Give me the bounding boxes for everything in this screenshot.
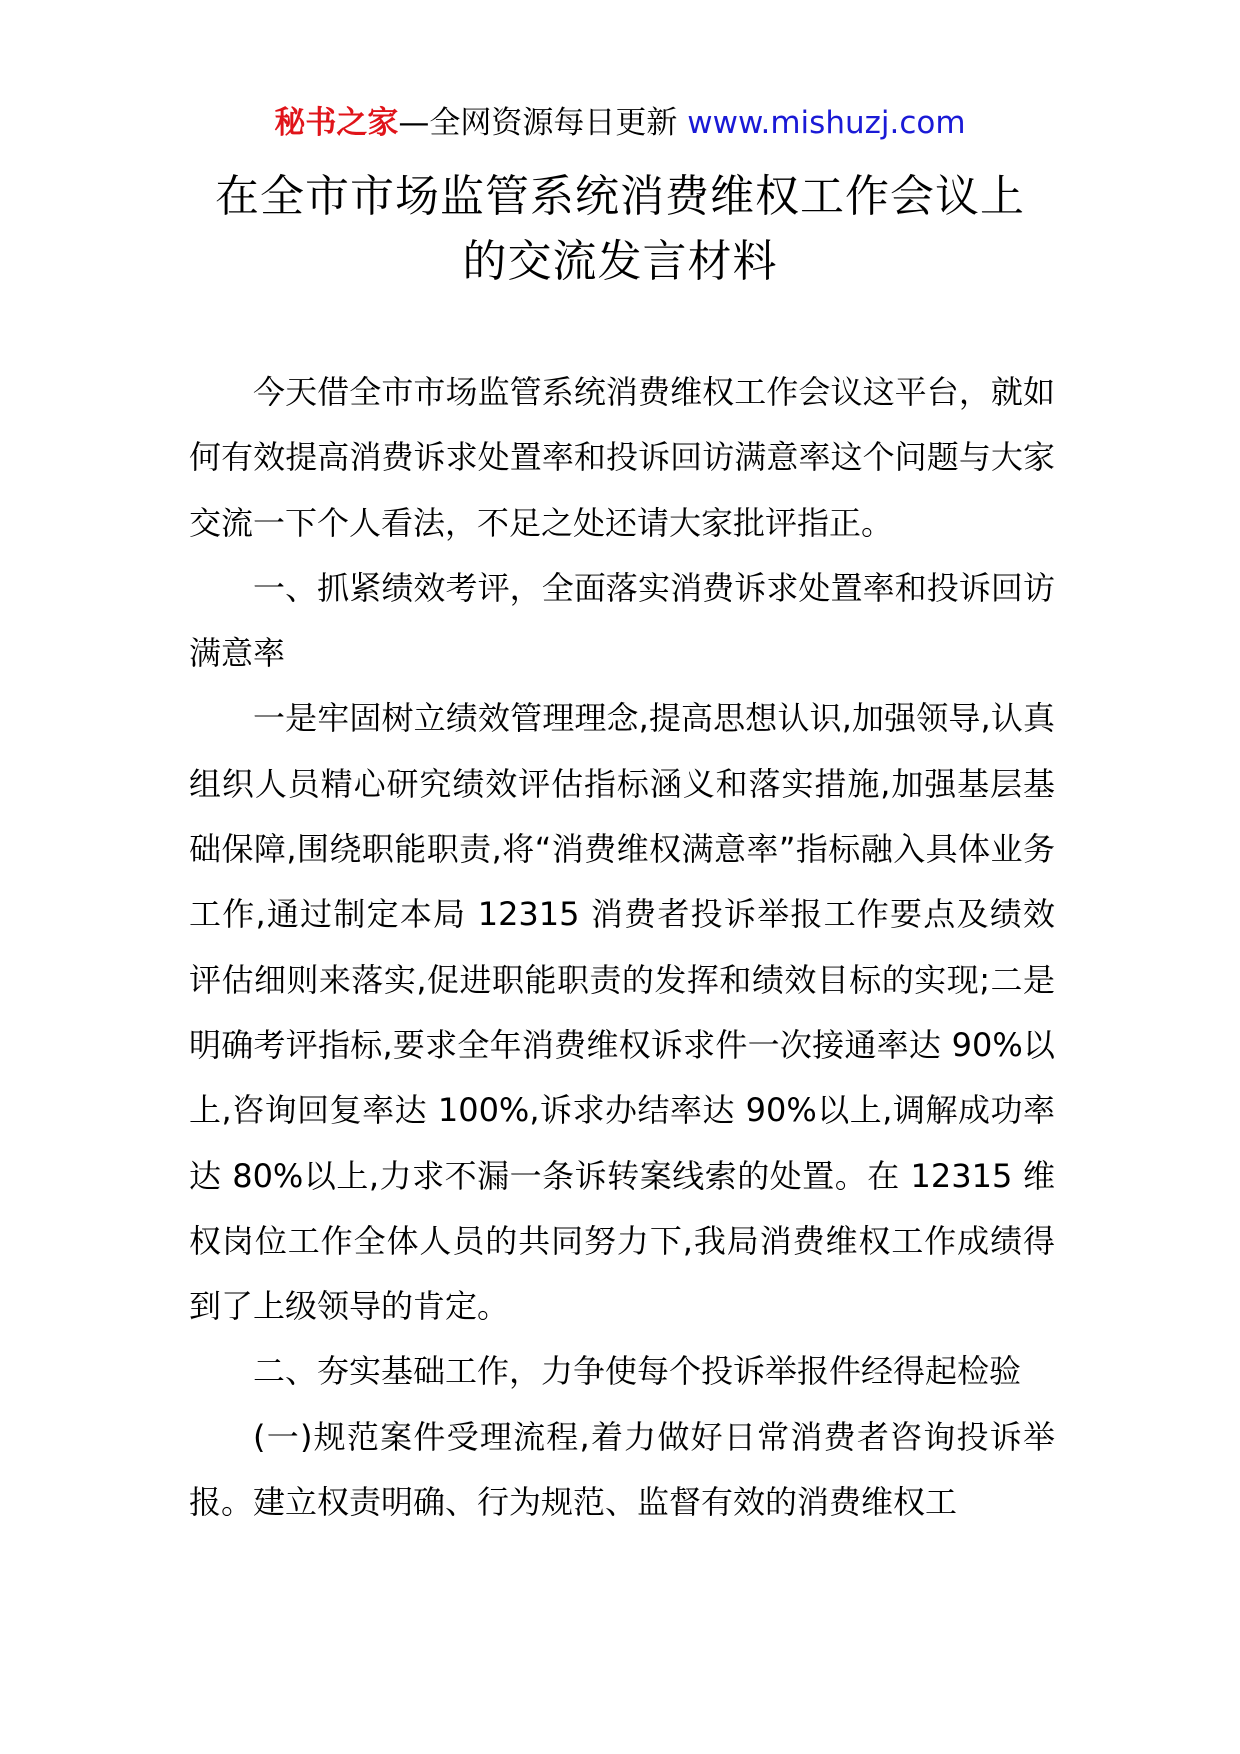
section-heading-2: 二、夯实基础工作，力争使每个投诉举报件经得起检验: [253, 1352, 1022, 1391]
site-url-link[interactable]: www.mishuzj.com: [687, 105, 966, 141]
title-line-1: 在全市市场监管系统消费维权工作会议上: [215, 171, 1025, 222]
body-paragraph: 一是牢固树立绩效管理理念,提高思想认识,加强领导,认真组织人员精心研究绩效评估指标涵义和落实措施,加强基层基础保障,围绕职能职责,将“消费维权满意率”指标融入具体业务工作,通过制定本局 12315 消费者投诉举报工作要点及绩效评估细则来落实,促进职能职责的发挥和绩效目标的实现;二是明确考评指标,要求全年消费维权诉求件一次接通率达 90%以上,咨询回复率达 100%,诉求办结率达 90%以上,调解成功率达 80%以上,力求不漏一条诉转案线索的处置。在 12315 维权岗位工作全体人员的共同努力下,我局消费维权工作成绩得到了上级领导的肯定。: [189, 699, 1055, 1326]
title-line-2: 的交流发言材料: [462, 236, 778, 287]
document-body: [189, 360, 1055, 1535]
brand-name: 秘书之家: [274, 105, 399, 141]
document-title: [180, 164, 1060, 294]
header-tagline: —全网资源每日更新: [398, 105, 678, 141]
body-paragraph: (一)规范案件受理流程,着力做好日常消费者咨询投诉举报。建立权责明确、行为规范、监督有效的消费维权工: [189, 1417, 1055, 1522]
intro-paragraph: 今天借全市市场监管系统消费维权工作会议这平台，就如何有效提高消费诉求处置率和投诉回访满意率这个问题与大家交流一下个人看法，不足之处还请大家批评指正。: [189, 373, 1055, 542]
source-header: [0, 100, 1240, 146]
section-heading-1: 一、抓紧绩效考评，全面落实消费诉求处置率和投诉回访满意率: [189, 568, 1055, 673]
